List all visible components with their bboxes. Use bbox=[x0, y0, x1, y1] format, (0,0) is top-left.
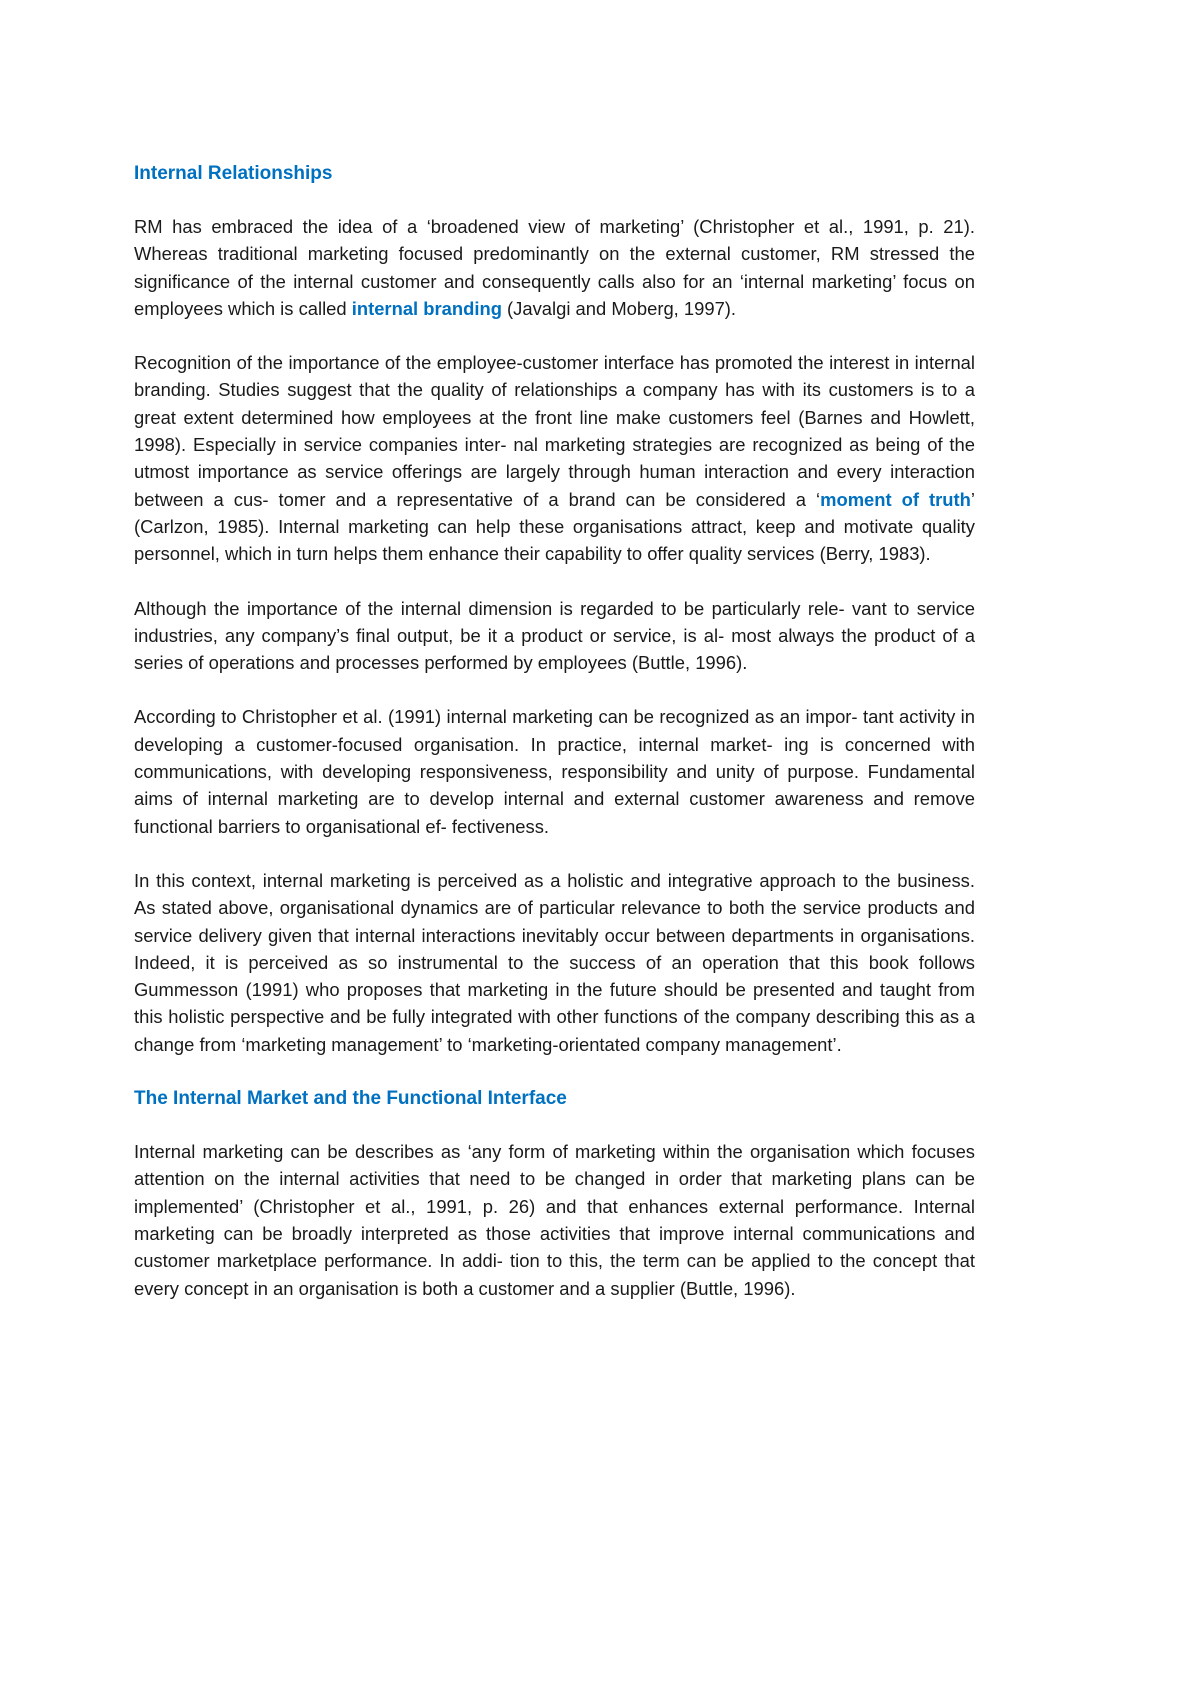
paragraph-text: According to Christopher et al. (1991) internal marketing can be recognized as an impor- tant activity in developing a customer-focused organisation. In practice, internal market- ing is concerned with communications, with developing responsiveness, responsibility and unity of purpose. Fundamental aims of internal marketing are to develop internal and external customer awareness and remove functional barriers to organisational ef- fectiveness. bbox=[134, 706, 975, 837]
section-body bbox=[134, 1138, 975, 1302]
paragraph bbox=[134, 213, 975, 322]
paragraph-text: Internal marketing can be describes as ‘any form of marketing within the organisation which focuses attention on the internal activities that need to be changed in order that marketing plans can be implemented’ (Christopher et al., 1991, p. 26) and that enhances external performance. Internal marketing can be broadly interpreted as those activities that improve internal communications and customer marketplace performance. In addi- tion to this, the term can be applied to the concept that every concept in an organisation is both a customer and a supplier (Buttle, 1996). bbox=[134, 1141, 975, 1299]
section-heading-internal-market: The Internal Market and the Functional Interface bbox=[134, 1088, 567, 1110]
paragraph-text: ’ (Carlzon, 1985). Internal marketing can help these organisations attract, keep and motivate quality personnel, which in turn helps them enhance their capability to offer quality services (Berry, 1983). bbox=[134, 488, 975, 565]
paragraph bbox=[134, 867, 975, 1058]
highlighted-term: moment of truth bbox=[820, 488, 971, 510]
paragraph bbox=[134, 1138, 975, 1302]
paragraph-text: In this context, internal marketing is perceived as a holistic and integrative approach to the business. As stated above, organisational dynamics are of particular relevance to both the service products and service delivery given that internal interactions inevitably occur between departments in organisations. Indeed, it is perceived as so instrumental to the success of an operation that this book follows Gummesson (1991) who proposes that marketing in the future should be presented and taught from this holistic perspective and be fully integrated with other functions of the company describing this as a change from ‘marketing management’ to ‘marketing-orientated company management’. bbox=[134, 869, 975, 1055]
paragraph-text: Although the importance of the internal dimension is regarded to be particularly rele- vant to service industries, any company’s final output, be it a product or service, is al- most always the product of a series of operations and processes performed by employees (Buttle, 1996). bbox=[134, 597, 975, 674]
section-heading-internal-relationships: Internal Relationships bbox=[134, 163, 333, 184]
paragraph bbox=[134, 595, 975, 677]
paragraph-text: Recognition of the importance of the employee-customer interface has promoted the interest in internal branding. Studies suggest that the quality of relationships a company has with its customers is to a great extent determined how employees at the front line make customers feel (Barnes and Howlett, 1998). Especially in service companies inter- nal marketing strategies are recognized as being of the utmost importance as service offerings are largely through human interaction and every interaction between a cus- tomer and a representative of a brand can be considered a ‘ bbox=[134, 352, 975, 510]
section-body bbox=[134, 213, 975, 1058]
paragraph-text: RM has embraced the idea of a ‘broadened view of marketing’ (Christopher et al., 1991, p. 21). Whereas traditional marketing focused predominantly on the external customer, RM stressed the significance of the internal customer and consequently calls also for an ‘internal marketing’ focus on employees which is called bbox=[134, 216, 975, 319]
paragraph bbox=[134, 703, 975, 839]
highlighted-term: internal branding bbox=[351, 297, 502, 319]
document-page bbox=[134, 160, 975, 1329]
paragraph bbox=[134, 349, 975, 567]
paragraph-text: (Javalgi and Moberg, 1997). bbox=[501, 297, 737, 319]
